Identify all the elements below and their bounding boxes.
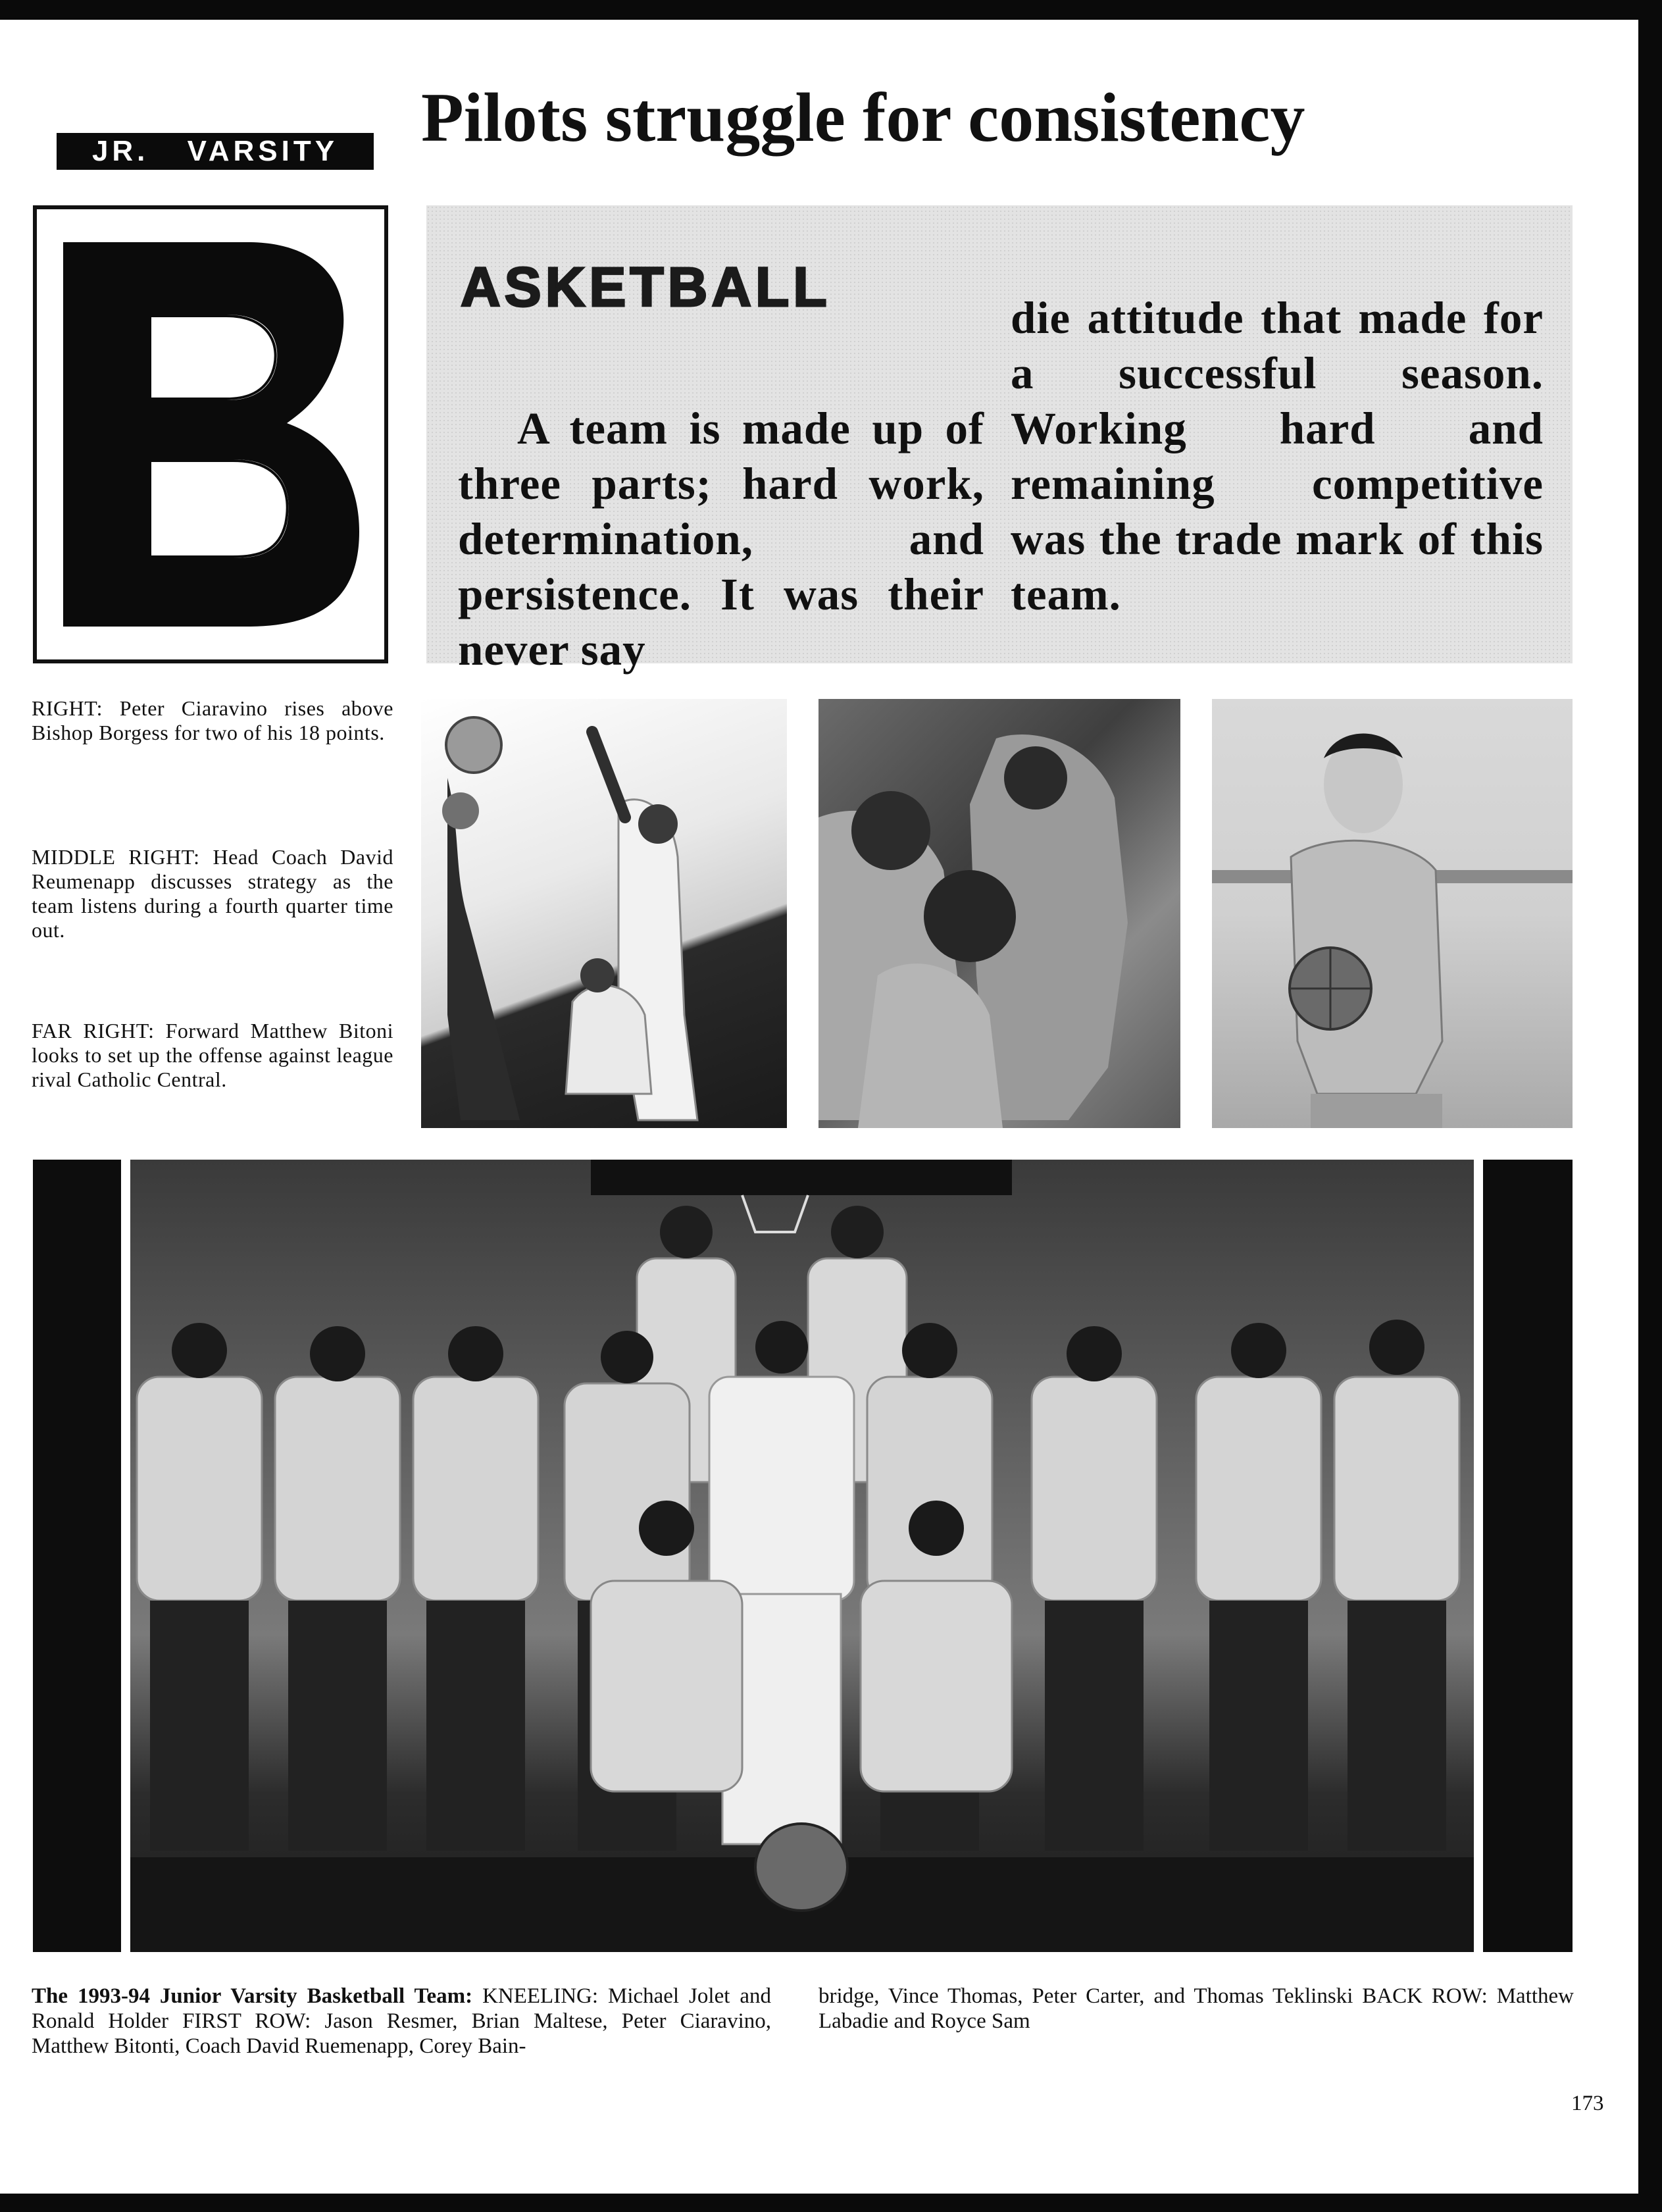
drop-letter-b-graphic: [57, 236, 366, 633]
right-border: [1638, 0, 1662, 2212]
photo-forward-dribble: [1212, 699, 1573, 1128]
caption-middle-right: MIDDLE RIGHT: Head Coach David Reumenapp discusses strategy as the team listens during a fourth quarter time out.: [32, 845, 393, 942]
section-tag: JR. VARSITY: [57, 133, 374, 170]
page-number: 173: [1571, 2092, 1604, 2115]
team-caption-column-1: [32, 1984, 771, 2059]
page-title: Pilots struggle for consistency: [421, 79, 1305, 156]
photo-timeout-huddle: [818, 699, 1180, 1128]
sport-title: ASKETBALL: [461, 256, 831, 318]
intro-panel: [426, 205, 1573, 675]
photo-jump-shot: [421, 699, 787, 1128]
team-photo: [130, 1160, 1474, 1952]
caption-right: RIGHT: Peter Ciaravino rises above Bishop Borgess for two of his 18 points.: [32, 696, 393, 744]
team-photo-right-bar: [1483, 1160, 1573, 1952]
intro-text-column-1: A team is made up of three parts; hard work, determination, and persistence. It was their never say: [458, 403, 984, 675]
drop-initial-box: [33, 205, 388, 663]
intro-text-column-2: die attitude that made for a successful season. Working hard and remaining competitive was the trade mark of this team.: [1011, 293, 1544, 619]
team-caption-column-2: bridge, Vince Thomas, Peter Carter, and Thomas Teklinski BACK ROW: Matthew Labadie and Royce Sam: [818, 1984, 1574, 2033]
team-photo-left-bar: [33, 1160, 121, 1952]
team-caption-names: KNEELING: Michael Jolet and Ronald Holder FIRST ROW: Jason Resmer, Brian Maltese, Peter Ciaravino, Matthew Bitonti, Coach David Ruemenapp, Corey Bain-: [32, 1984, 771, 2058]
top-border: [0, 0, 1662, 20]
bottom-border: [0, 2194, 1662, 2212]
team-caption-lead: The 1993-94 Junior Varsity Basketball Team:: [32, 1984, 473, 2008]
caption-far-right: FAR RIGHT: Forward Matthew Bitoni looks to set up the offense against league rival Catholic Central.: [32, 1019, 393, 1091]
